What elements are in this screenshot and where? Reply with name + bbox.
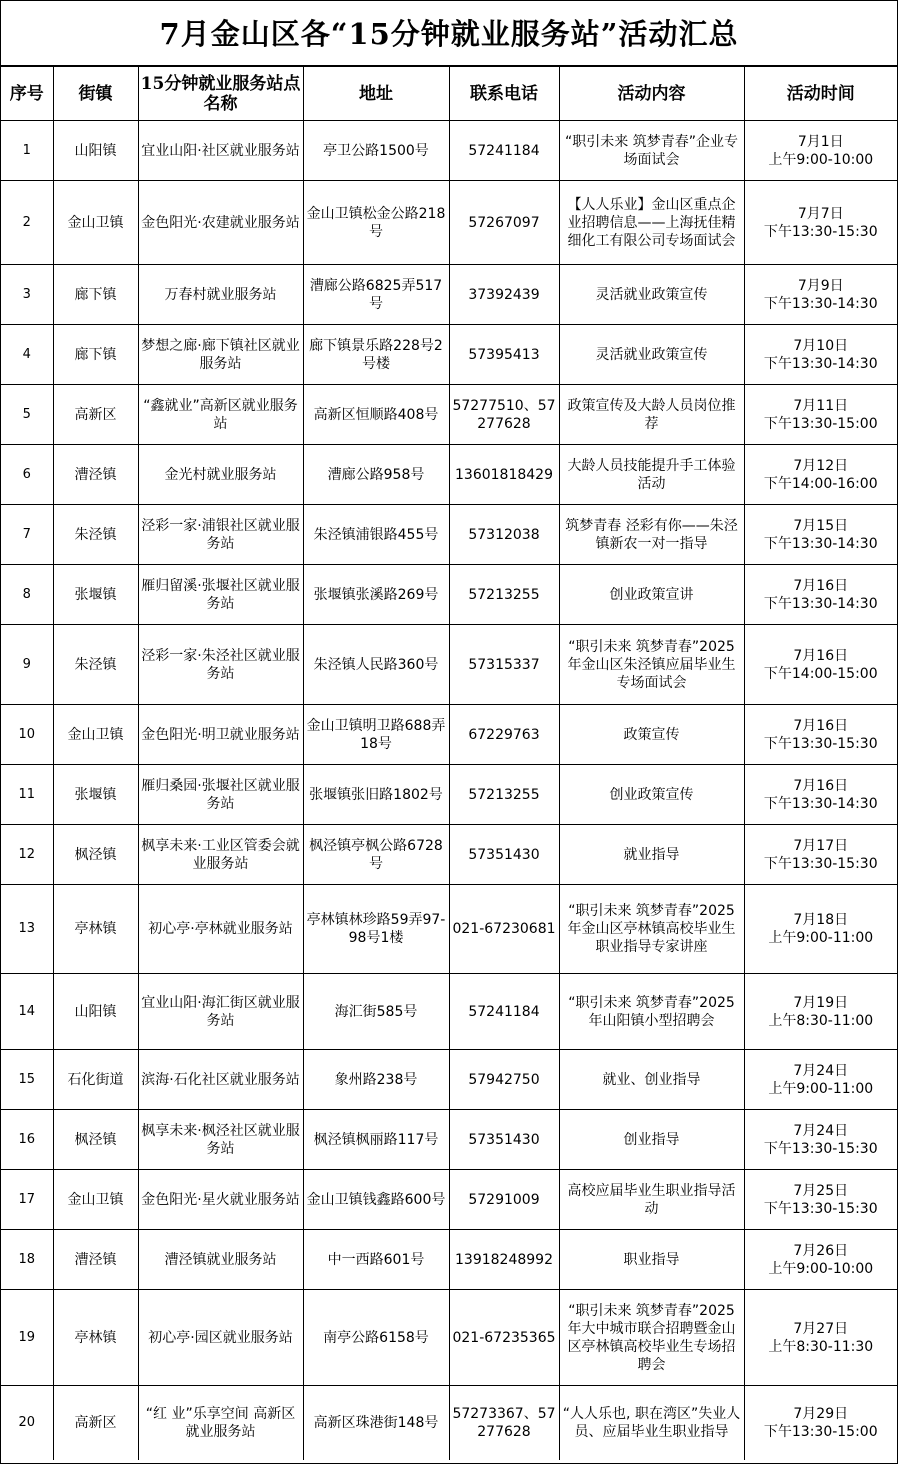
activity-date: 7月17日 [793,837,849,854]
table-row [1,1170,897,1230]
cell-no: 18 [1,1230,53,1290]
cell-content: 筑梦青春 泾彩有你——朱泾镇新农一对一指导 [559,505,744,565]
cell-town: 漕泾镇 [53,1230,138,1290]
cell-no: 9 [1,625,53,705]
cell-no: 12 [1,825,53,885]
header-station: 15分钟就业服务站点名称 [138,67,303,121]
cell-station: 宜业山阳·社区就业服务站 [138,121,303,181]
cell-station: 滨海·石化社区就业服务站 [138,1050,303,1110]
cell-town: 廊下镇 [53,325,138,385]
cell-station: “红 业”乐享空间 高新区就业服务站 [138,1386,303,1460]
activity-hours: 上午8:30-11:00 [768,1012,874,1029]
activity-hours: 下午13:30-14:30 [763,535,878,552]
cell-town: 高新区 [53,385,138,445]
header-address: 地址 [303,67,449,121]
cell-phone: 57312038 [449,505,559,565]
table-row [1,1290,897,1386]
activity-date: 7月16日 [793,717,849,734]
cell-time [744,565,897,625]
cell-no: 5 [1,385,53,445]
cell-town: 漕泾镇 [53,445,138,505]
cell-station: 万春村就业服务站 [138,265,303,325]
cell-phone: 13918248992 [449,1230,559,1290]
cell-content: “人人乐也, 职在湾区”失业人员、应届毕业生职业指导 [559,1386,744,1460]
table-row [1,265,897,325]
cell-content: “职引未来 筑梦青春”2025年金山区朱泾镇应届毕业生专场面试会 [559,625,744,705]
table-row [1,974,897,1050]
cell-phone: 57315337 [449,625,559,705]
cell-content: “职引未来 筑梦青春”2025年大中城市联合招聘暨金山区亭林镇高校毕业生专场招聘会 [559,1290,744,1386]
cell-content: 就业、创业指导 [559,1050,744,1110]
cell-address: 漕廊公路958号 [303,445,449,505]
cell-no: 2 [1,181,53,265]
activity-date: 7月11日 [793,397,849,414]
cell-time [744,445,897,505]
cell-phone: 57213255 [449,565,559,625]
table-row [1,445,897,505]
cell-address: 亭林镇林珍路59弄97-98号1楼 [303,885,449,974]
cell-no: 1 [1,121,53,181]
cell-address: 枫泾镇枫丽路117号 [303,1110,449,1170]
activity-date: 7月10日 [793,337,849,354]
activity-hours: 上午9:00-11:00 [768,930,874,946]
cell-phone: 57213255 [449,765,559,825]
activity-date: 7月29日 [793,1405,849,1422]
cell-station: “鑫就业”高新区就业服务站 [138,385,303,445]
activity-hours: 上午9:00-11:00 [768,1080,874,1097]
cell-no: 8 [1,565,53,625]
cell-no: 7 [1,505,53,565]
cell-station: 枫享未来·枫泾社区就业服务站 [138,1110,303,1170]
activity-hours: 下午13:30-14:30 [763,295,878,312]
cell-town: 朱泾镇 [53,625,138,705]
cell-address: 中一西路601号 [303,1230,449,1290]
cell-content: “职引未来 筑梦青春”2025年金山区亭林镇高校毕业生职业指导专家讲座 [559,885,744,974]
table-row [1,705,897,765]
cell-address: 金山卫镇明卫路688弄18号 [303,705,449,765]
cell-phone: 57351430 [449,825,559,885]
table-row [1,505,897,565]
cell-town: 亭林镇 [53,885,138,974]
cell-content: “职引未来 筑梦青春”2025年山阳镇小型招聘会 [559,974,744,1050]
cell-phone: 57291009 [449,1170,559,1230]
activity-date: 7月24日 [793,1122,849,1139]
cell-time [744,1386,897,1460]
cell-time [744,705,897,765]
cell-content: 政策宣传及大龄人员岗位推荐 [559,385,744,445]
cell-station: 雁归桑园·张堰社区就业服务站 [138,765,303,825]
cell-station: 初心亭·亭林就业服务站 [138,885,303,974]
activity-hours: 下午13:30-15:30 [763,1200,878,1217]
cell-station: 雁归留溪·张堰社区就业服务站 [138,565,303,625]
page-title: 7月金山区各“15分钟就业服务站”活动汇总 [1,1,897,67]
header-time: 活动时间 [744,67,897,121]
cell-time [744,325,897,385]
cell-phone: 67229763 [449,705,559,765]
table-row [1,1050,897,1110]
cell-time [744,1050,897,1110]
table-row [1,325,897,385]
cell-station: 泾彩一家·朱泾社区就业服务站 [138,625,303,705]
cell-town: 山阳镇 [53,121,138,181]
cell-town: 廊下镇 [53,265,138,325]
cell-content: 大龄人员技能提升手工体验活动 [559,445,744,505]
header-phone: 联系电话 [449,67,559,121]
cell-no: 6 [1,445,53,505]
cell-no: 13 [1,885,53,974]
activity-hours: 下午13:30-15:00 [763,415,878,432]
cell-content: 【人人乐业】金山区重点企业招聘信息——上海抚佳精细化工有限公司专场面试会 [559,181,744,265]
cell-address: 南亭公路6158号 [303,1290,449,1386]
activity-date: 7月18日 [793,912,849,928]
cell-time [744,625,897,705]
cell-time [744,385,897,445]
cell-content: “职引未来 筑梦青春”企业专场面试会 [559,121,744,181]
cell-town: 金山卫镇 [53,1170,138,1230]
cell-no: 3 [1,265,53,325]
activity-date: 7月12日 [793,457,849,474]
table-header-row [1,67,897,121]
activity-hours: 下午14:00-15:00 [763,665,878,682]
cell-no: 14 [1,974,53,1050]
table-row [1,1230,897,1290]
cell-phone: 13601818429 [449,445,559,505]
cell-phone: 57942750 [449,1050,559,1110]
header-no: 序号 [1,67,53,121]
cell-station: 初心亭·园区就业服务站 [138,1290,303,1386]
activity-hours: 下午14:00-16:00 [763,475,878,492]
header-content: 活动内容 [559,67,744,121]
cell-town: 朱泾镇 [53,505,138,565]
activity-date: 7月16日 [793,647,849,664]
activity-date: 7月16日 [793,777,849,794]
activity-hours: 上午8:30-11:30 [768,1338,874,1355]
cell-town: 高新区 [53,1386,138,1460]
activity-date: 7月1日 [797,133,844,150]
table-row [1,825,897,885]
cell-town: 金山卫镇 [53,181,138,265]
cell-content: 创业指导 [559,1110,744,1170]
activity-hours: 下午13:30-15:30 [763,1140,878,1157]
cell-town: 山阳镇 [53,974,138,1050]
activity-table [1,67,897,1460]
table-row [1,625,897,705]
activity-hours: 下午13:30-15:30 [763,855,878,872]
cell-town: 枫泾镇 [53,825,138,885]
cell-phone: 57267097 [449,181,559,265]
table-row [1,1386,897,1460]
cell-time [744,974,897,1050]
table-row [1,765,897,825]
cell-station: 枫享未来·工业区管委会就业服务站 [138,825,303,885]
cell-phone: 021-67230681 [449,885,559,974]
activity-hours: 上午9:00-10:00 [768,151,874,168]
cell-phone: 57277510、57277628 [449,385,559,445]
cell-address: 廊下镇景乐路228号2号楼 [303,325,449,385]
table-row [1,1110,897,1170]
table-row [1,181,897,265]
cell-content: 职业指导 [559,1230,744,1290]
activity-hours: 下午13:30-14:30 [763,795,878,812]
table-row [1,385,897,445]
cell-phone: 37392439 [449,265,559,325]
cell-time [744,1170,897,1230]
activity-date: 7月24日 [793,1062,849,1079]
table-row [1,565,897,625]
activity-hours: 下午13:30-15:30 [763,223,878,240]
cell-town: 石化街道 [53,1050,138,1110]
cell-address: 漕廊公路6825弄517号 [303,265,449,325]
cell-content: 灵活就业政策宣传 [559,325,744,385]
cell-address: 象州路238号 [303,1050,449,1110]
cell-station: 金色阳光·农建就业服务站 [138,181,303,265]
activity-hours: 下午13:30-14:30 [763,355,878,372]
cell-station: 漕泾镇就业服务站 [138,1230,303,1290]
cell-address: 高新区珠港街148号 [303,1386,449,1460]
activity-hours: 上午9:00-10:00 [768,1260,874,1277]
cell-time [744,505,897,565]
cell-time [744,121,897,181]
table-row [1,885,897,974]
header-town: 街镇 [53,67,138,121]
cell-address: 金山卫镇钱鑫路600号 [303,1170,449,1230]
cell-address: 海汇街585号 [303,974,449,1050]
cell-town: 亭林镇 [53,1290,138,1386]
activity-date: 7月19日 [793,994,849,1011]
cell-phone: 57395413 [449,325,559,385]
activity-hours: 下午13:30-15:00 [763,1423,878,1440]
cell-phone: 57241184 [449,121,559,181]
cell-address: 朱泾镇人民路360号 [303,625,449,705]
cell-station: 泾彩一家·浦银社区就业服务站 [138,505,303,565]
activity-date: 7月15日 [793,517,849,534]
cell-phone: 57273367、57277628 [449,1386,559,1460]
activity-date: 7月25日 [793,1182,849,1199]
cell-content: 高校应届毕业生职业指导活动 [559,1170,744,1230]
cell-address: 朱泾镇浦银路455号 [303,505,449,565]
cell-station: 金色阳光·星火就业服务站 [138,1170,303,1230]
cell-time [744,265,897,325]
cell-address: 高新区恒顺路408号 [303,385,449,445]
cell-time [744,825,897,885]
cell-station: 金色阳光·明卫就业服务站 [138,705,303,765]
cell-town: 张堰镇 [53,565,138,625]
cell-no: 16 [1,1110,53,1170]
cell-town: 枫泾镇 [53,1110,138,1170]
cell-content: 灵活就业政策宣传 [559,265,744,325]
cell-station: 金光村就业服务站 [138,445,303,505]
cell-content: 创业政策宣传 [559,765,744,825]
cell-no: 15 [1,1050,53,1110]
cell-station: 梦想之廊·廊下镇社区就业服务站 [138,325,303,385]
activity-date: 7月27日 [793,1320,849,1337]
cell-town: 张堰镇 [53,765,138,825]
cell-time [744,885,897,974]
cell-time [744,765,897,825]
cell-address: 亭卫公路1500号 [303,121,449,181]
activity-date: 7月26日 [793,1242,849,1259]
cell-address: 张堰镇张旧路1802号 [303,765,449,825]
activity-date: 7月16日 [793,577,849,594]
cell-address: 枫泾镇亭枫公路6728号 [303,825,449,885]
cell-no: 17 [1,1170,53,1230]
activity-hours: 下午13:30-15:30 [763,735,878,752]
cell-phone: 57241184 [449,974,559,1050]
cell-no: 10 [1,705,53,765]
cell-station: 宜业山阳·海汇街区就业服务站 [138,974,303,1050]
cell-no: 4 [1,325,53,385]
cell-no: 20 [1,1386,53,1460]
cell-time [744,181,897,265]
activity-date: 7月7日 [797,205,844,222]
activity-hours: 下午13:30-14:30 [763,595,878,612]
cell-time [744,1290,897,1386]
table-row [1,121,897,181]
cell-content: 就业指导 [559,825,744,885]
cell-town: 金山卫镇 [53,705,138,765]
cell-time [744,1230,897,1290]
cell-address: 张堰镇张溪路269号 [303,565,449,625]
cell-time [744,1110,897,1170]
cell-no: 11 [1,765,53,825]
cell-content: 政策宣传 [559,705,744,765]
activity-date: 7月9日 [797,277,844,294]
cell-phone: 021-67235365 [449,1290,559,1386]
cell-address: 金山卫镇松金公路218号 [303,181,449,265]
cell-phone: 57351430 [449,1110,559,1170]
cell-no: 19 [1,1290,53,1386]
cell-content: 创业政策宣讲 [559,565,744,625]
